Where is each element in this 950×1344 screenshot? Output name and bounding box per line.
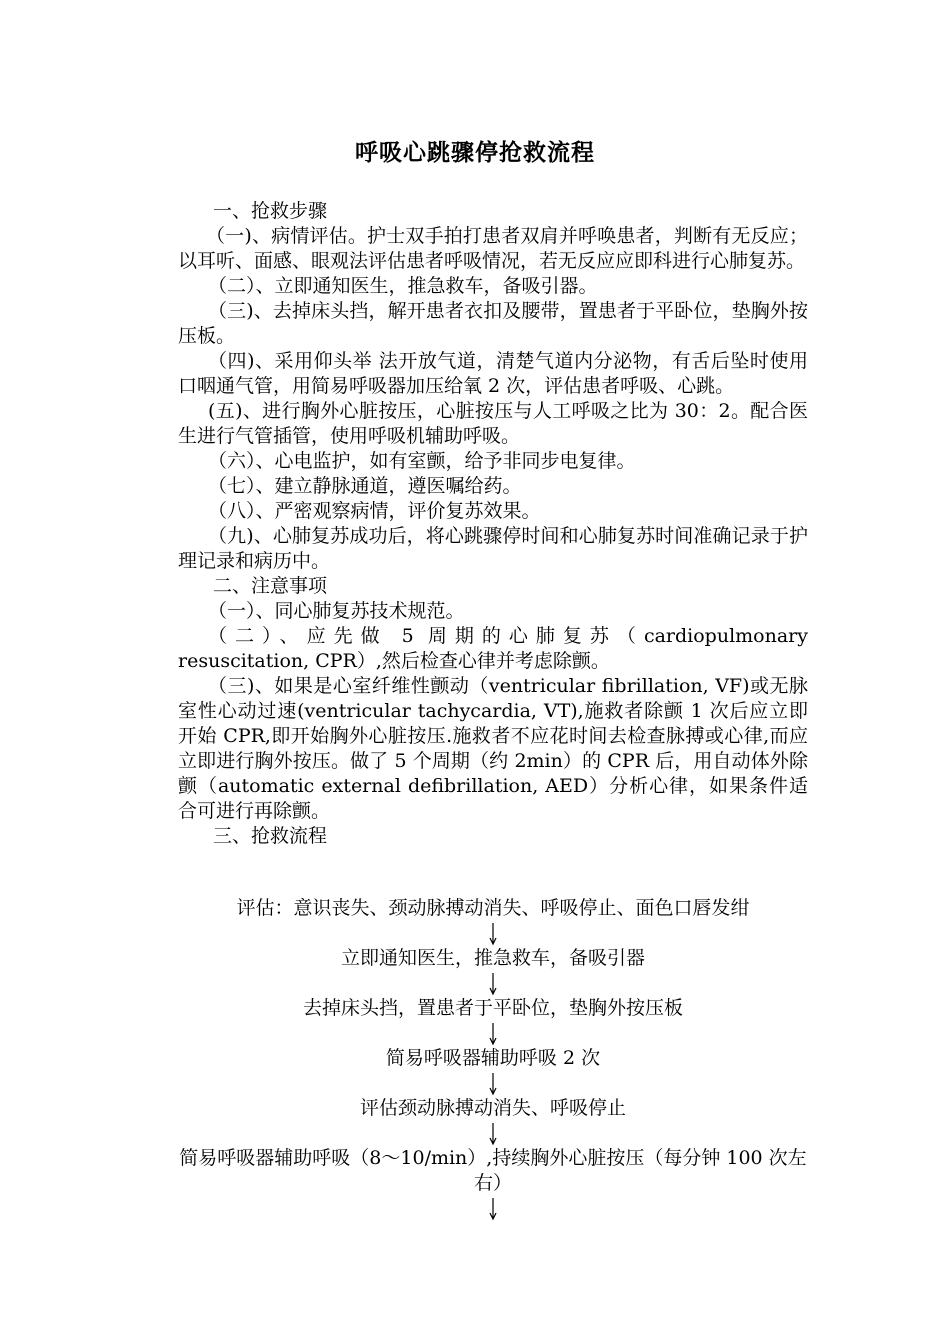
rescue-flowchart bbox=[178, 896, 808, 1221]
flow-step-4: 简易呼吸器辅助呼吸 2 次 bbox=[385, 1047, 601, 1069]
down-arrow-icon bbox=[483, 1021, 503, 1046]
page-title: 呼吸心跳骤停抢救流程 bbox=[355, 139, 595, 166]
paragraph-step-6: （六）、心电监护，如有室颤，给予非同步电复律。 bbox=[208, 450, 636, 472]
flow-step-5: 评估颈动脉搏动消失、呼吸停止 bbox=[359, 1097, 626, 1119]
down-arrow-icon bbox=[483, 1071, 503, 1096]
flow-step-1: 评估：意识丧失、颈动脉搏动消失、呼吸停止、面色口唇发绀 bbox=[236, 897, 750, 919]
down-arrow-icon bbox=[483, 921, 503, 946]
paragraph-step-5: (五)、进行胸外心脏按压，心脏按压与人工呼吸之比为 30：2。配合医生进行气管插管，使用呼吸机辅助呼吸。 bbox=[178, 400, 808, 447]
paragraph-note-1: （一）、同心肺复苏技术规范。 bbox=[208, 600, 465, 622]
document-body bbox=[178, 199, 808, 849]
paragraph-note-2: （二）、应先做 5 周期的心肺复苏（cardiopulmonary resuscitation, CPR）,然后检查心律并考虑除颤。 bbox=[178, 625, 808, 672]
down-arrow-icon bbox=[483, 971, 503, 996]
down-arrow-icon bbox=[483, 1121, 503, 1146]
paragraph-step-3: （三)、去掉床头挡，解开患者衣扣及腰带，置患者于平卧位，垫胸外按压板。 bbox=[178, 300, 808, 347]
flow-step-6: 简易呼吸器辅助呼吸（8～10/min）,持续胸外心脏按压（每分钟 100 次左右） bbox=[179, 1147, 807, 1194]
paragraph-step-7: （七）、建立静脉通道，遵医嘱给药。 bbox=[208, 475, 522, 497]
flow-step-2: 立即通知医生，推急救车，备吸引器 bbox=[340, 947, 645, 969]
down-arrow-icon bbox=[483, 1196, 503, 1221]
paragraph-step-4: （四)、采用仰头举 法开放气道，清楚气道内分泌物，有舌后坠时使用口咽通气管，用简易呼吸器加压给氧 2 次，评估患者呼吸、心跳。 bbox=[178, 350, 808, 397]
section-heading-flow: 三、抢救流程 bbox=[213, 825, 328, 847]
paragraph-step-2: （二）、立即通知医生，推急救车，备吸引器。 bbox=[208, 275, 598, 297]
paragraph-step-9: （九)、心肺复苏成功后，将心跳骤停时间和心肺复苏时间准确记录于护理记录和病历中。 bbox=[178, 525, 808, 572]
paragraph-step-8: （八）、严密观察病情，评价复苏效果。 bbox=[208, 500, 541, 522]
section-heading-notes: 二、注意事项 bbox=[213, 575, 328, 597]
paragraph-note-3: （三)、如果是心室纤维性颤动（ventricular fibrillation, VF)或无脉室性心动过速(ventricular tachycardia, VT),施救者除颤 1 次后应立即开始 CPR,即开始胸外心脏按压.施救者不应花时间去检查脉搏或心律,而应立即进行胸外按压。做了 5 个周期（约 2min）的 CPR 后，用自动体外除颤（automatic external defibrillation, AED）分析心律，如果条件适合可进行再除颤。 bbox=[178, 675, 808, 822]
section-heading-rescue-steps: 一、抢救步骤 bbox=[213, 200, 328, 222]
flow-step-3: 去掉床头挡，置患者于平卧位，垫胸外按压板 bbox=[302, 997, 683, 1019]
paragraph-step-1: （一)、病情评估。护士双手拍打患者双肩并呼唤患者，判断有无反应；以耳听、面感、眼观法评估患者呼吸情况，若无反应应即科进行心肺复苏。 bbox=[178, 225, 808, 272]
